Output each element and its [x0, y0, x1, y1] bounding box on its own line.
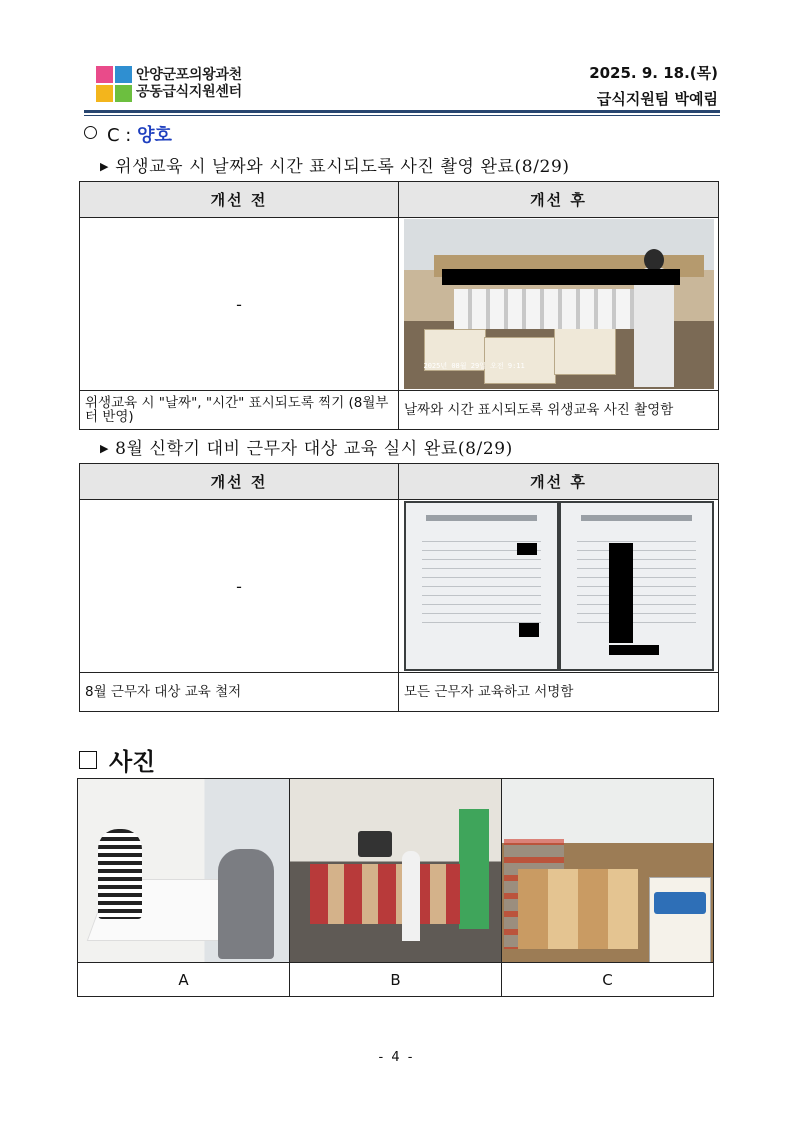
logo-line-1: 안양군포의왕과천	[136, 67, 242, 83]
hygiene-training-photo	[404, 219, 714, 389]
photos-table	[77, 778, 714, 997]
photo-a	[78, 779, 290, 963]
photo-label-b: B	[290, 963, 502, 997]
training-sign-sheet-photo	[404, 501, 714, 671]
item1-heading	[100, 152, 570, 177]
item2-before-image: -	[80, 500, 399, 673]
header-rule-thin	[84, 115, 720, 116]
photo-label-a: A	[78, 963, 290, 997]
photos-title: 사진	[109, 748, 156, 776]
photo-label-c: C	[502, 963, 714, 997]
circle-bullet-icon	[84, 126, 97, 139]
item2-comparison-table	[79, 463, 719, 712]
triangle-bullet-icon: ▶	[100, 160, 110, 173]
training-document	[406, 503, 557, 669]
item1-before-caption: 위생교육 시 "날짜", "시간" 표시되도록 찍기 (8월부터 반영)	[80, 391, 399, 430]
item2-text: 8월 신학기 대비 근무자 대상 교육 실시 완료(8/29)	[115, 439, 513, 459]
item1-comparison-table	[79, 181, 719, 430]
section-c-heading	[84, 121, 172, 147]
center-logo-icon	[96, 66, 132, 102]
center-logo-text	[136, 67, 242, 101]
square-bullet-icon	[79, 751, 97, 769]
page-number: - 4 -	[378, 1050, 415, 1065]
item2-before-caption: 8월 근무자 대상 교육 철저	[80, 673, 399, 712]
photos-heading	[79, 742, 155, 777]
logo-line-2: 공동급식지원센터	[136, 84, 242, 100]
item1-text: 위생교육 시 날짜와 시간 표시되도록 사진 촬영 완료(8/29)	[115, 157, 570, 177]
section-c-rating: 양호	[137, 125, 172, 146]
triangle-bullet-icon: ▶	[100, 442, 110, 455]
item1-before-image: -	[80, 218, 399, 391]
item2-heading	[100, 434, 513, 459]
item2-col-after: 개선 후	[399, 464, 719, 500]
item2-col-before: 개선 전	[80, 464, 399, 500]
photo-b	[290, 779, 502, 963]
section-c-label: C :	[107, 125, 132, 146]
item1-after-caption: 날짜와 시간 표시되도록 위생교육 사진 촬영함	[399, 391, 719, 430]
photo-timestamp: 2025년 08월 29일 오전 9:11	[423, 362, 525, 370]
header-rule-thick	[84, 110, 720, 113]
sign-sheet-document	[561, 503, 712, 669]
item2-after-caption: 모든 근무자 교육하고 서명함	[399, 673, 719, 712]
item1-col-after: 개선 후	[399, 182, 719, 218]
item2-after-image	[399, 500, 719, 673]
report-date: 2025. 9. 18.(목)	[589, 64, 718, 82]
photo-c	[502, 779, 714, 963]
redaction-bar	[442, 269, 680, 285]
item1-after-image	[399, 218, 719, 391]
item1-col-before: 개선 전	[80, 182, 399, 218]
report-author: 급식지원팀 박예림	[596, 90, 718, 108]
